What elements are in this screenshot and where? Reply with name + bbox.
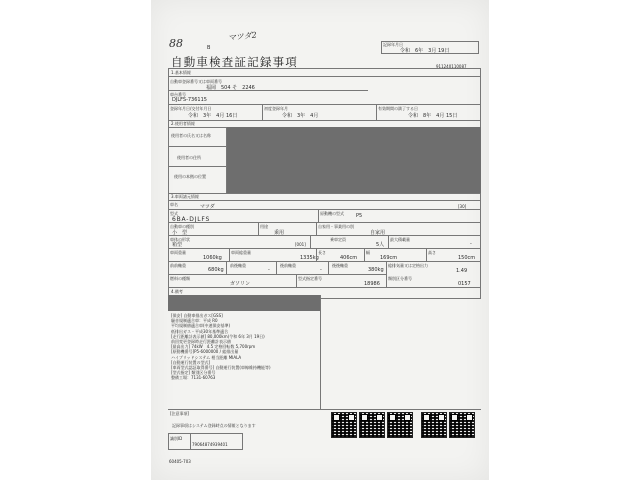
reference-id-value: 79064874939401 bbox=[192, 442, 228, 447]
first-registration-label: 初度登録年月 bbox=[264, 106, 288, 111]
length-value: 406cm bbox=[340, 255, 358, 261]
max-load-label: 最大積載量 bbox=[390, 237, 410, 242]
qr-code bbox=[331, 412, 357, 438]
qr-code bbox=[359, 412, 385, 438]
remarks-line: 整備工場：7131-60763 bbox=[171, 375, 216, 381]
rear-front-axle-label: 後前軸重 bbox=[280, 263, 296, 268]
engine-value: P5 bbox=[356, 213, 363, 219]
record-date-value: 令和 6年 3月 19日 bbox=[400, 48, 450, 54]
kind-label: 自動車の種別 bbox=[170, 224, 194, 229]
user-name-label: 使用者の氏名又は名称 bbox=[171, 133, 211, 138]
redacted-user-info bbox=[227, 127, 481, 193]
qr-code bbox=[449, 412, 475, 438]
class-label: 類別区分番号 bbox=[388, 276, 412, 281]
form-code: 60405-703 bbox=[169, 459, 191, 464]
registration-value: 福岡 504 そ 2246 bbox=[206, 85, 255, 91]
purpose-value: 自家用 bbox=[370, 230, 386, 236]
base-location-label: 使用の本拠の位置 bbox=[174, 174, 206, 179]
document-title: 自動車検査証記録事項 bbox=[171, 55, 298, 69]
remarks-line: 前回変更登録時走行距離計表示値 bbox=[171, 339, 231, 345]
use-value: 乗用 bbox=[274, 230, 285, 236]
weight-label: 車両重量 bbox=[170, 250, 186, 255]
remarks-line: [型式指定] 類別区分番号 bbox=[171, 370, 216, 376]
handwritten-note: マツダ2 bbox=[227, 30, 258, 43]
section-basic-heading: 1.基本情報 bbox=[171, 70, 191, 75]
reference-id-label: 識別ID bbox=[170, 436, 183, 441]
registration-date-label: 登録年月日/交付年月日 bbox=[170, 106, 212, 111]
max-load-value: - bbox=[470, 241, 472, 247]
front-rear-axle-value: - bbox=[268, 267, 270, 273]
front-rear-axle-label: 前後軸重 bbox=[230, 263, 246, 268]
width-value: 169cm bbox=[380, 255, 398, 261]
capacity-value: 5人 bbox=[376, 242, 385, 248]
section-user-heading: 2.使用者情報 bbox=[171, 121, 195, 126]
rear-axle-value: 380kg bbox=[368, 267, 384, 273]
remarks-line: [最高出力] 74kW 4.5 定格回転数 5,700rpm bbox=[171, 344, 256, 350]
displacement-value: 1.49 bbox=[456, 268, 468, 274]
remarks-line: [保安] 自動車排出ガス[GSS] bbox=[171, 313, 223, 318]
registration-date-value: 令和 3年 4月 16日 bbox=[188, 113, 238, 119]
registration-label: 自動車登録番号又は車両番号 bbox=[170, 79, 222, 84]
chassis-label: 車台番号 bbox=[170, 92, 186, 97]
document-code: 911240110087 bbox=[436, 64, 467, 69]
remarks-line: [走行距離計表示値] 80,000km(令和 6年 3月 19日) bbox=[171, 333, 265, 339]
shape-value: 箱型 bbox=[172, 242, 183, 248]
fuel-value: ガソリン bbox=[230, 281, 251, 287]
section-remarks-heading: 4.備考 bbox=[171, 289, 183, 294]
capacity-label: 乗車定員 bbox=[330, 237, 346, 242]
section-vehicle-heading: 3.車両諸元情報 bbox=[171, 194, 199, 199]
user-address-label: 使用者の住所 bbox=[177, 155, 201, 160]
header-b-mark: B bbox=[207, 45, 211, 51]
engine-label: 原動機の型式 bbox=[320, 211, 344, 216]
chassis-value: DJLFS-736115 bbox=[172, 97, 207, 103]
weight-value: 1060kg bbox=[203, 255, 222, 261]
document-number: 88 bbox=[169, 37, 183, 50]
model-value: 6BA-DJLFS bbox=[172, 216, 211, 223]
fuel-label: 燃料の種類 bbox=[170, 276, 190, 281]
front-axle-label: 前前軸重 bbox=[170, 263, 186, 268]
redacted-remarks-header bbox=[168, 295, 320, 311]
remarks-line: 低排出ガス・平成30年基準適合 bbox=[171, 328, 229, 334]
qr-code bbox=[387, 412, 413, 438]
expiry-value: 令和 8年 4月 15日 bbox=[408, 113, 458, 119]
shape-label: 車体の形状 bbox=[170, 237, 190, 242]
remarks-line: 平均規制値適合車(中速保安基準) bbox=[171, 323, 231, 329]
notes-label: [注意事項] bbox=[170, 411, 190, 416]
gross-weight-value: 1335kg bbox=[300, 255, 319, 261]
model-label: 型式 bbox=[170, 211, 178, 216]
maker-code: [30] bbox=[458, 204, 467, 209]
displacement-label: 総排気量又は定格出力 bbox=[388, 263, 428, 268]
first-registration-value: 令和 3年 4月 bbox=[282, 113, 319, 119]
kind-value: 小 型 bbox=[172, 230, 188, 236]
front-axle-value: 680kg bbox=[208, 267, 224, 273]
remarks-line: ハイブリッドシステム 相当距離 MIALA bbox=[171, 354, 242, 360]
gross-weight-label: 車両総重量 bbox=[231, 250, 251, 255]
remarks-line: [原動機番号]P5-6000000 / 総排出量 bbox=[171, 349, 239, 355]
type-auth-label: 型式指定番号 bbox=[298, 276, 322, 281]
type-auth-value: 18986 bbox=[364, 281, 380, 287]
maker-label: 車名 bbox=[170, 202, 178, 207]
rear-axle-label: 後後軸重 bbox=[332, 263, 348, 268]
remarks-line: 騒音規制適合車：平成 R0 bbox=[171, 318, 218, 324]
class-value: 0157 bbox=[458, 281, 471, 287]
record-date-label: 記録年月日 bbox=[383, 42, 403, 47]
height-label: 高さ bbox=[428, 250, 436, 255]
length-label: 長さ bbox=[318, 250, 326, 255]
qr-code bbox=[421, 412, 447, 438]
notes-value: 記録事項はシステム登録時点の情報となります bbox=[172, 423, 256, 428]
purpose-label: 自家用・事業用の別 bbox=[318, 224, 354, 229]
shape-code: [001] bbox=[295, 242, 306, 247]
height-value: 150cm bbox=[458, 255, 476, 261]
width-label: 幅 bbox=[366, 250, 370, 255]
use-label: 用途 bbox=[260, 224, 268, 229]
maker-value: マツダ bbox=[200, 204, 215, 210]
expiry-label: 有効期間の満了する日 bbox=[378, 106, 418, 111]
remarks-list bbox=[171, 313, 271, 381]
remarks-line: [自動運行装置の型式] bbox=[171, 359, 211, 365]
remarks-line: [車両型式認証取得番号] 自動運行装置(車線維持機能等) bbox=[171, 365, 271, 371]
rear-front-axle-value: - bbox=[320, 267, 322, 273]
